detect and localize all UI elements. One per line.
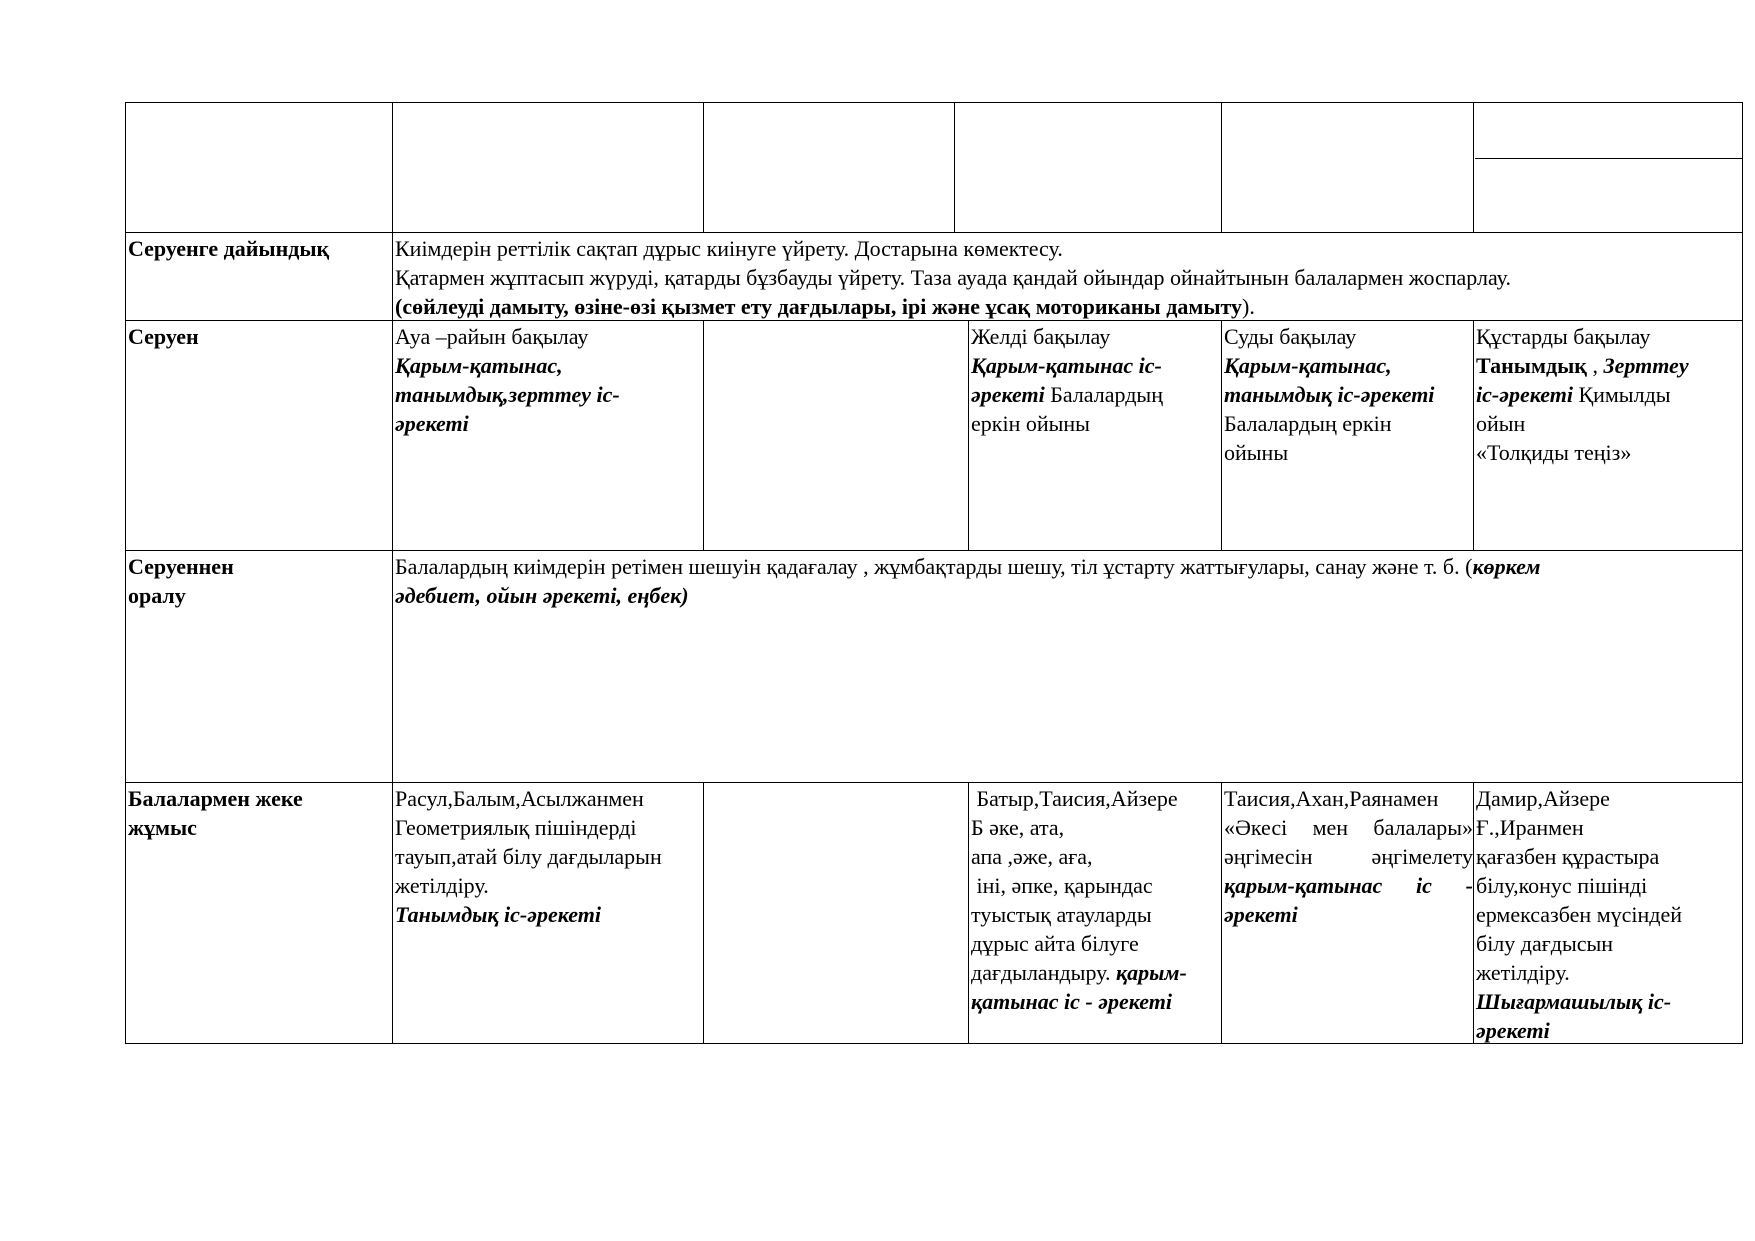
- row-divider: [125, 550, 1743, 551]
- column-divider: [954, 102, 955, 232]
- preparation-line-1: Киімдерін реттілік сақтап дұрыс киінуге үйрету. Достарына көмектесу.: [395, 236, 1063, 261]
- individual-text-line: білу дағдысын: [1476, 931, 1614, 956]
- walk-preparation-content: [393, 234, 1742, 321]
- walk-free-play: ойыны: [1224, 440, 1289, 465]
- walk-activity-type: танымдық,зерттеу іс-: [395, 382, 620, 407]
- walk-activity-type: Қарым-қатынас,: [395, 353, 563, 378]
- walk-observation-title: Желді бақылау: [971, 324, 1111, 349]
- return-description: Балалардың киімдерін ретімен шешуін қадағалау , жұмбақтарды шешу, тіл ұстарту жаттығулары, санау және т. б. (: [395, 554, 1473, 579]
- row-label-text: оралу: [128, 583, 186, 608]
- individual-text-line: «Әкесі мен балалары»: [1224, 815, 1473, 840]
- individual-text-line: дұрыс айта білуге: [971, 931, 1139, 956]
- preparation-open-paren: (: [395, 294, 403, 319]
- preparation-line-3: [395, 292, 1742, 321]
- walk-game-title: «Толқиды теңіз»: [1476, 440, 1632, 465]
- individual-text-line: іні, әпке, қарындас: [971, 873, 1153, 898]
- walk-game: Қимылды: [1572, 382, 1671, 407]
- individual-work-day-1: [393, 784, 703, 929]
- return-development-areas: көркем: [1472, 554, 1541, 579]
- walk-free-play: Балалардың: [1044, 382, 1163, 407]
- individual-activity-type: әрекеті: [1224, 902, 1298, 927]
- individual-text-line: жетілдіру.: [1476, 960, 1570, 985]
- row-label-text: Балалармен жеке: [128, 786, 303, 811]
- row-label-text: Серуен: [128, 324, 199, 349]
- individual-activity-type: Шығармашылық іс-: [1476, 989, 1672, 1014]
- individual-text: дағдыландыру.: [971, 960, 1116, 985]
- individual-text-line: ермексазбен мүсіндей: [1476, 902, 1682, 927]
- individual-text-line: әңгімесін әңгімелету: [1224, 844, 1473, 869]
- individual-text-line: Дамир,Айзере: [1476, 786, 1610, 811]
- column-divider: [703, 782, 704, 1044]
- individual-text-line: қағазбен құрастыра: [1476, 844, 1660, 869]
- individual-activity-type: әрекеті: [1476, 1018, 1550, 1043]
- individual-text-line: Расул,Балым,Асылжанмен: [395, 786, 644, 811]
- return-line-1: [395, 552, 1742, 581]
- row-label-walk: [126, 322, 392, 351]
- individual-text-line: Батыр,Таисия,Айзере: [971, 786, 1178, 811]
- individual-text-line: [971, 958, 1221, 987]
- individual-activity-type: қатынас іс - әрекеті: [971, 989, 1172, 1014]
- walk-activity-type: Қарым-қатынас,: [1224, 353, 1392, 378]
- return-from-walk-content: [393, 552, 1742, 610]
- walk-observation-title: Ауа –райын бақылау: [395, 324, 589, 349]
- row-divider-inner: [1475, 158, 1743, 159]
- walk-activity-type: Танымдық: [1476, 353, 1587, 378]
- column-divider: [1473, 102, 1474, 232]
- row-divider: [125, 232, 1743, 233]
- row-label-text: жұмыс: [128, 815, 197, 840]
- walk-activity-line: [1476, 351, 1742, 380]
- individual-text-line: білу,конус пішінді: [1476, 873, 1648, 898]
- row-label-return-from-walk: [126, 552, 392, 610]
- row-label-text: Серуенге дайындық: [128, 236, 330, 261]
- table-border-right: [1742, 102, 1743, 1044]
- walk-activity-type: әрекеті: [971, 382, 1045, 407]
- walk-activity-line: [1476, 380, 1742, 409]
- individual-text-line: апа ,әже, аға,: [971, 844, 1093, 869]
- walk-day-3: [969, 322, 1221, 438]
- row-label-individual-work: [126, 784, 392, 842]
- walk-day-5: [1474, 322, 1742, 467]
- walk-activity-type: Зерттеу: [1603, 353, 1689, 378]
- walk-day-1: [393, 322, 703, 438]
- individual-activity-type: қарым-қатынас іс -: [1224, 873, 1473, 898]
- walk-activity-type: әрекеті: [395, 411, 469, 436]
- walk-activity-type: іс-әрекеті: [1476, 382, 1573, 407]
- row-label-text: Серуеннен: [128, 554, 234, 579]
- walk-observation-title: Суды бақылау: [1224, 324, 1357, 349]
- walk-activity-type: Қарым-қатынас іс-: [971, 353, 1162, 378]
- individual-text-line: туыстық атауларды: [971, 902, 1152, 927]
- walk-free-play: Балалардың еркін: [1224, 411, 1392, 436]
- individual-work-day-4: [1222, 784, 1473, 929]
- row-label-walk-preparation: [126, 234, 392, 263]
- preparation-close-paren: ).: [1242, 294, 1255, 319]
- individual-text-line: Геометриялық пішіндерді: [395, 815, 637, 840]
- walk-day-4: [1222, 322, 1473, 467]
- row-divider: [125, 782, 1743, 783]
- walk-separator: ,: [1586, 353, 1604, 378]
- walk-game: ойын: [1476, 411, 1526, 436]
- individual-text-line: жетілдіру.: [395, 873, 489, 898]
- walk-observation-title: Құстарды бақылау: [1476, 324, 1651, 349]
- return-development-areas: әдебиет, ойын әрекеті, еңбек): [395, 583, 689, 608]
- individual-work-day-5: [1474, 784, 1742, 1045]
- column-divider: [703, 102, 704, 232]
- column-divider: [1221, 102, 1222, 232]
- table-border-top: [125, 102, 1743, 103]
- individual-text-line: тауып,атай білу дағдыларын: [395, 844, 662, 869]
- preparation-development-areas: сөйлеуді дамыту, өзіне-өзі қызмет ету дағдылары, ірі және ұсақ моториканы дамыту: [402, 294, 1243, 319]
- individual-text-line: Ғ.,Иранмен: [1476, 815, 1584, 840]
- walk-activity-line: [971, 380, 1221, 409]
- individual-activity-type: Танымдық іс-әрекеті: [395, 902, 601, 927]
- column-divider: [703, 320, 704, 550]
- individual-activity-type: қарым-: [1115, 960, 1187, 985]
- individual-work-day-3: [969, 784, 1221, 1016]
- individual-text-line: Б әке, ата,: [971, 815, 1065, 840]
- individual-text-line: Таисия,Ахан,Раянамен: [1224, 786, 1439, 811]
- walk-free-play: еркін ойыны: [971, 411, 1090, 436]
- preparation-line-2: Қатармен жұптасып жүруді, қатарды бұзбауды үйрету. Таза ауада қандай ойындар ойнайтынын балалармен жоспарлау.: [395, 265, 1511, 290]
- walk-activity-type: танымдық іс-әрекеті: [1224, 382, 1435, 407]
